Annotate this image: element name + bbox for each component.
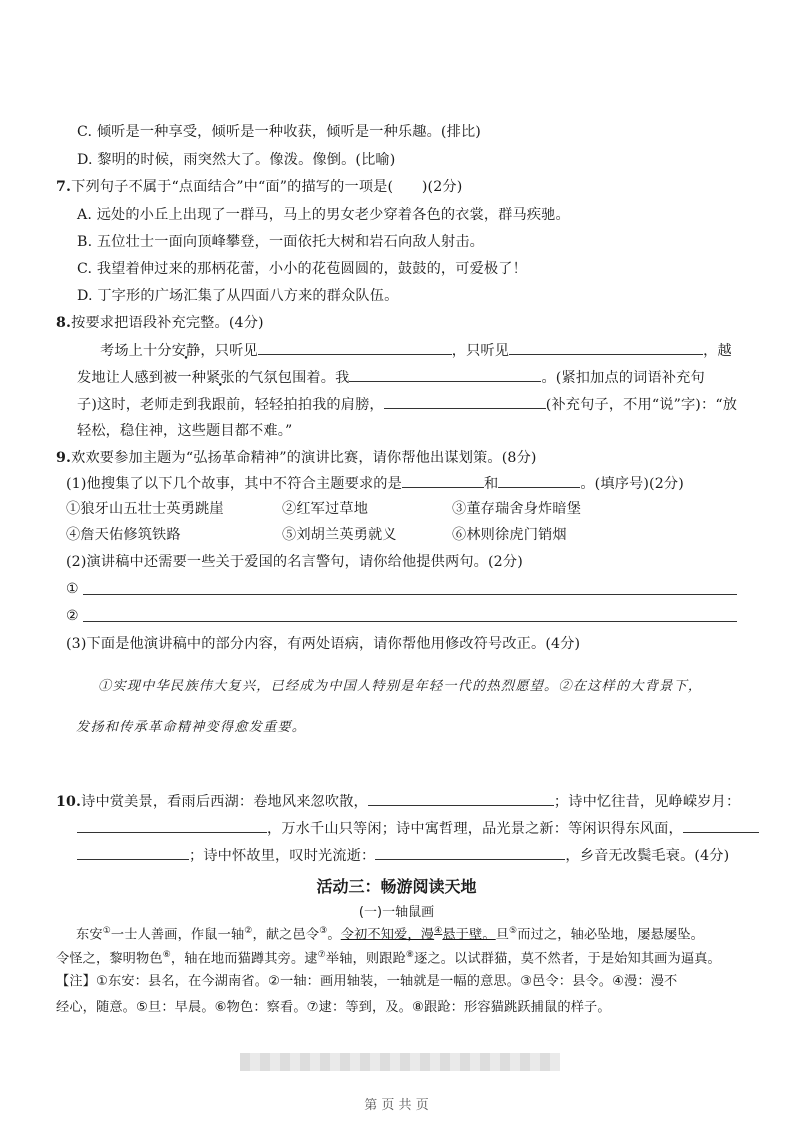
q9-text: 和 <box>483 476 499 492</box>
q8-dotted-word-tense: 紧张 <box>206 370 235 386</box>
footnote-mark: ⑤ <box>509 926 518 936</box>
q9-part-3: (3)下面是他演讲稿中的部分内容，有两处语病，请你帮他用修改符号改正。(4分) <box>66 636 581 652</box>
q6-option-d: D. 黎明的时候，雨突然大了。像泼。像倒。(比喻) <box>77 152 396 168</box>
footnote-mark: ⑦ <box>317 950 326 960</box>
footnote-mark: ① <box>102 926 111 936</box>
q7-option-c: C. 我望着伸过来的那柄花蕾，小小的花苞圆圆的，鼓鼓的，可爱极了！ <box>77 261 527 277</box>
q8-text: ，只听见 <box>451 343 510 359</box>
page-footer: 第 页 共 页 <box>364 1098 429 1113</box>
passage-text: 令怪之，黎明物色 <box>56 951 163 967</box>
passage-text: 旦 <box>495 927 510 943</box>
q9-speech-line-2: 发扬和传承革命精神变得愈发重要。 <box>76 720 307 735</box>
q7-option-d: D. 丁字形的广场汇集了从四面八方来的群众队伍。 <box>77 288 399 304</box>
section-title: 活动三：畅游阅读天地 <box>316 877 477 896</box>
q9-part-1 <box>66 473 684 494</box>
q9-blank-2[interactable] <box>498 473 580 488</box>
passage-line-1 <box>76 921 704 945</box>
q10-blank-4[interactable] <box>375 845 565 860</box>
footnote-mark: ⑥ <box>162 950 171 960</box>
q9-story-1: ①狼牙山五壮士英勇跳崖 <box>66 501 224 517</box>
q8-blank-1[interactable] <box>258 340 452 355</box>
footnote-mark: ③ <box>319 926 328 936</box>
q8-text: (补充句子，不用“说”字)：“放 <box>545 397 738 413</box>
footnote-mark: ② <box>244 926 253 936</box>
q8-text: ，越 <box>703 343 732 359</box>
passage-text: 举轴，则跟跄 <box>325 951 406 967</box>
q9-text: 。(填序号)(2分) <box>580 476 684 492</box>
q9-story-5: ⑤刘胡兰英勇就义 <box>282 527 397 543</box>
passage-text: 逐之。以试群猫，莫不然者，于是始知其画为逼真。 <box>414 951 721 967</box>
q9-question <box>56 448 537 468</box>
passage-underlined: 悬于壁。 <box>442 927 496 943</box>
q9-motto-1-label: ① <box>66 581 79 597</box>
q8-text: 子)这时，老师走到我跟前，轻轻拍拍我的肩膀， <box>77 397 384 413</box>
q9-text: (1)他搜集了以下几个故事，其中不符合主题要求的是 <box>66 476 402 492</box>
footnote-mark: ④ <box>434 926 443 936</box>
q10-line-1 <box>56 791 740 812</box>
q8-text: 发地让人感到被一种 <box>77 370 207 386</box>
q10-blank-1[interactable] <box>368 791 554 806</box>
q8-blank-2[interactable] <box>509 340 703 355</box>
q10-text: ；诗中怀故里，叹时光流逝： <box>189 848 376 864</box>
q10-line-2 <box>77 818 759 839</box>
q8-line-1 <box>100 340 732 361</box>
q8-dotted-word-quiet: 安静 <box>171 343 201 359</box>
passage-text: ，轴在地而猫蹲其旁。逮 <box>170 951 318 967</box>
q7-option-a: A. 远处的小丘上出现了一群马，马上的男女老少穿着各色的衣裳，群马疾驰。 <box>77 207 570 223</box>
q10-blank-3[interactable] <box>683 818 759 833</box>
q10-blank-3-cont[interactable] <box>77 845 189 860</box>
q9-number: 9. <box>56 450 72 466</box>
passage-note-2: 经心，随意。⑤旦：早晨。⑥物色：察看。⑦逮：等到，及。⑧跟跄：形容猫跳跃捕鼠的样子。 <box>56 1000 611 1015</box>
footnote-mark: ⑧ <box>405 950 415 960</box>
passage-underlined: 令初不知爱，漫 <box>340 927 435 943</box>
q9-motto-2-blank[interactable] <box>83 621 737 622</box>
q10-blank-2[interactable] <box>77 818 267 833</box>
passage-text: 一士人善画，作鼠一轴 <box>110 927 245 943</box>
q9-stem: 欢欢要参加主题为“弘扬革命精神”的演讲比赛，请你帮他出谋划策。(8分) <box>71 450 537 466</box>
q9-story-2: ②红军过草地 <box>282 501 369 517</box>
q10-text: 诗中赏美景，看雨后西湖：卷地风来忽吹散， <box>81 794 368 810</box>
q8-blank-4[interactable] <box>384 394 546 409</box>
q10-number: 10. <box>56 794 82 810</box>
q9-motto-1-blank[interactable] <box>83 594 737 595</box>
q9-blank-1[interactable] <box>402 473 484 488</box>
q8-line-3 <box>77 394 737 415</box>
passage-note-1: 【注】①东安：县名，在今湖南省。②一轴：画用轴装，一轴就是一幅的意思。③邑令：县令。④漫：漫不 <box>56 974 678 989</box>
passage-text: 而过之，轴必坠地，屡悬屡坠。 <box>517 927 704 943</box>
q9-part-2: (2)演讲稿中还需要一些关于爱国的名言警句，请你给他提供两句。(2分) <box>66 554 523 570</box>
q8-blank-3[interactable] <box>349 367 541 382</box>
q6-option-c: C. 倾听是一种享受，倾听是一种收获，倾听是一种乐趣。(排比) <box>77 124 481 140</box>
q7-question <box>56 177 462 197</box>
q7-number: 7. <box>56 179 72 195</box>
q9-motto-2-label: ② <box>66 608 79 624</box>
q9-story-6: ⑥林则徐虎门销烟 <box>452 527 567 543</box>
q8-line-4: 轻松，稳住神，这些题目都不难。” <box>77 423 293 439</box>
passage-text: 东安 <box>76 927 103 943</box>
q8-question <box>56 313 264 333</box>
q7-option-b: B. 五位壮士一面向顶峰攀登，一面依托大树和岩石向敌人射击。 <box>77 234 485 250</box>
q9-story-4: ④詹天佑修筑铁路 <box>66 527 181 543</box>
q10-text: ；诗中忆往昔，见峥嵘岁月： <box>553 794 741 810</box>
q10-text: ，万水千山只等闲；诗中寓哲理，品光景之新：等闲识得东风面， <box>267 821 683 837</box>
passage-text: 。 <box>327 927 341 943</box>
q8-number: 8. <box>56 315 72 331</box>
section-subtitle: (一)一轴鼠画 <box>358 905 435 920</box>
q8-text: 考场上十分 <box>100 343 172 359</box>
passage-text: ，献之邑令 <box>252 927 320 943</box>
q10-text: ，乡音无改鬓毛衰。(4分) <box>565 848 730 864</box>
q9-speech-line-1: ①实现中华民族伟大复兴，已经成为中国人特别是年轻一代的热烈愿望。②在这样的大背景下， <box>98 679 703 694</box>
q10-line-3 <box>77 845 729 866</box>
q8-text: ，只听见 <box>200 343 258 359</box>
blurred-watermark <box>240 1053 560 1071</box>
q8-line-2 <box>77 367 705 388</box>
q8-text: 的气氛包围着。我 <box>234 370 350 386</box>
q8-stem: 按要求把语段补充完整。(4分) <box>71 315 264 331</box>
q7-stem: 下列句子不属于“点面结合”中“面”的描写的一项是( )(2分) <box>71 179 463 195</box>
q9-story-3: ③董存瑞舍身炸暗堡 <box>452 501 582 517</box>
q8-text: 。(紧扣加点的词语补充句 <box>541 370 705 386</box>
passage-line-2 <box>56 945 721 969</box>
